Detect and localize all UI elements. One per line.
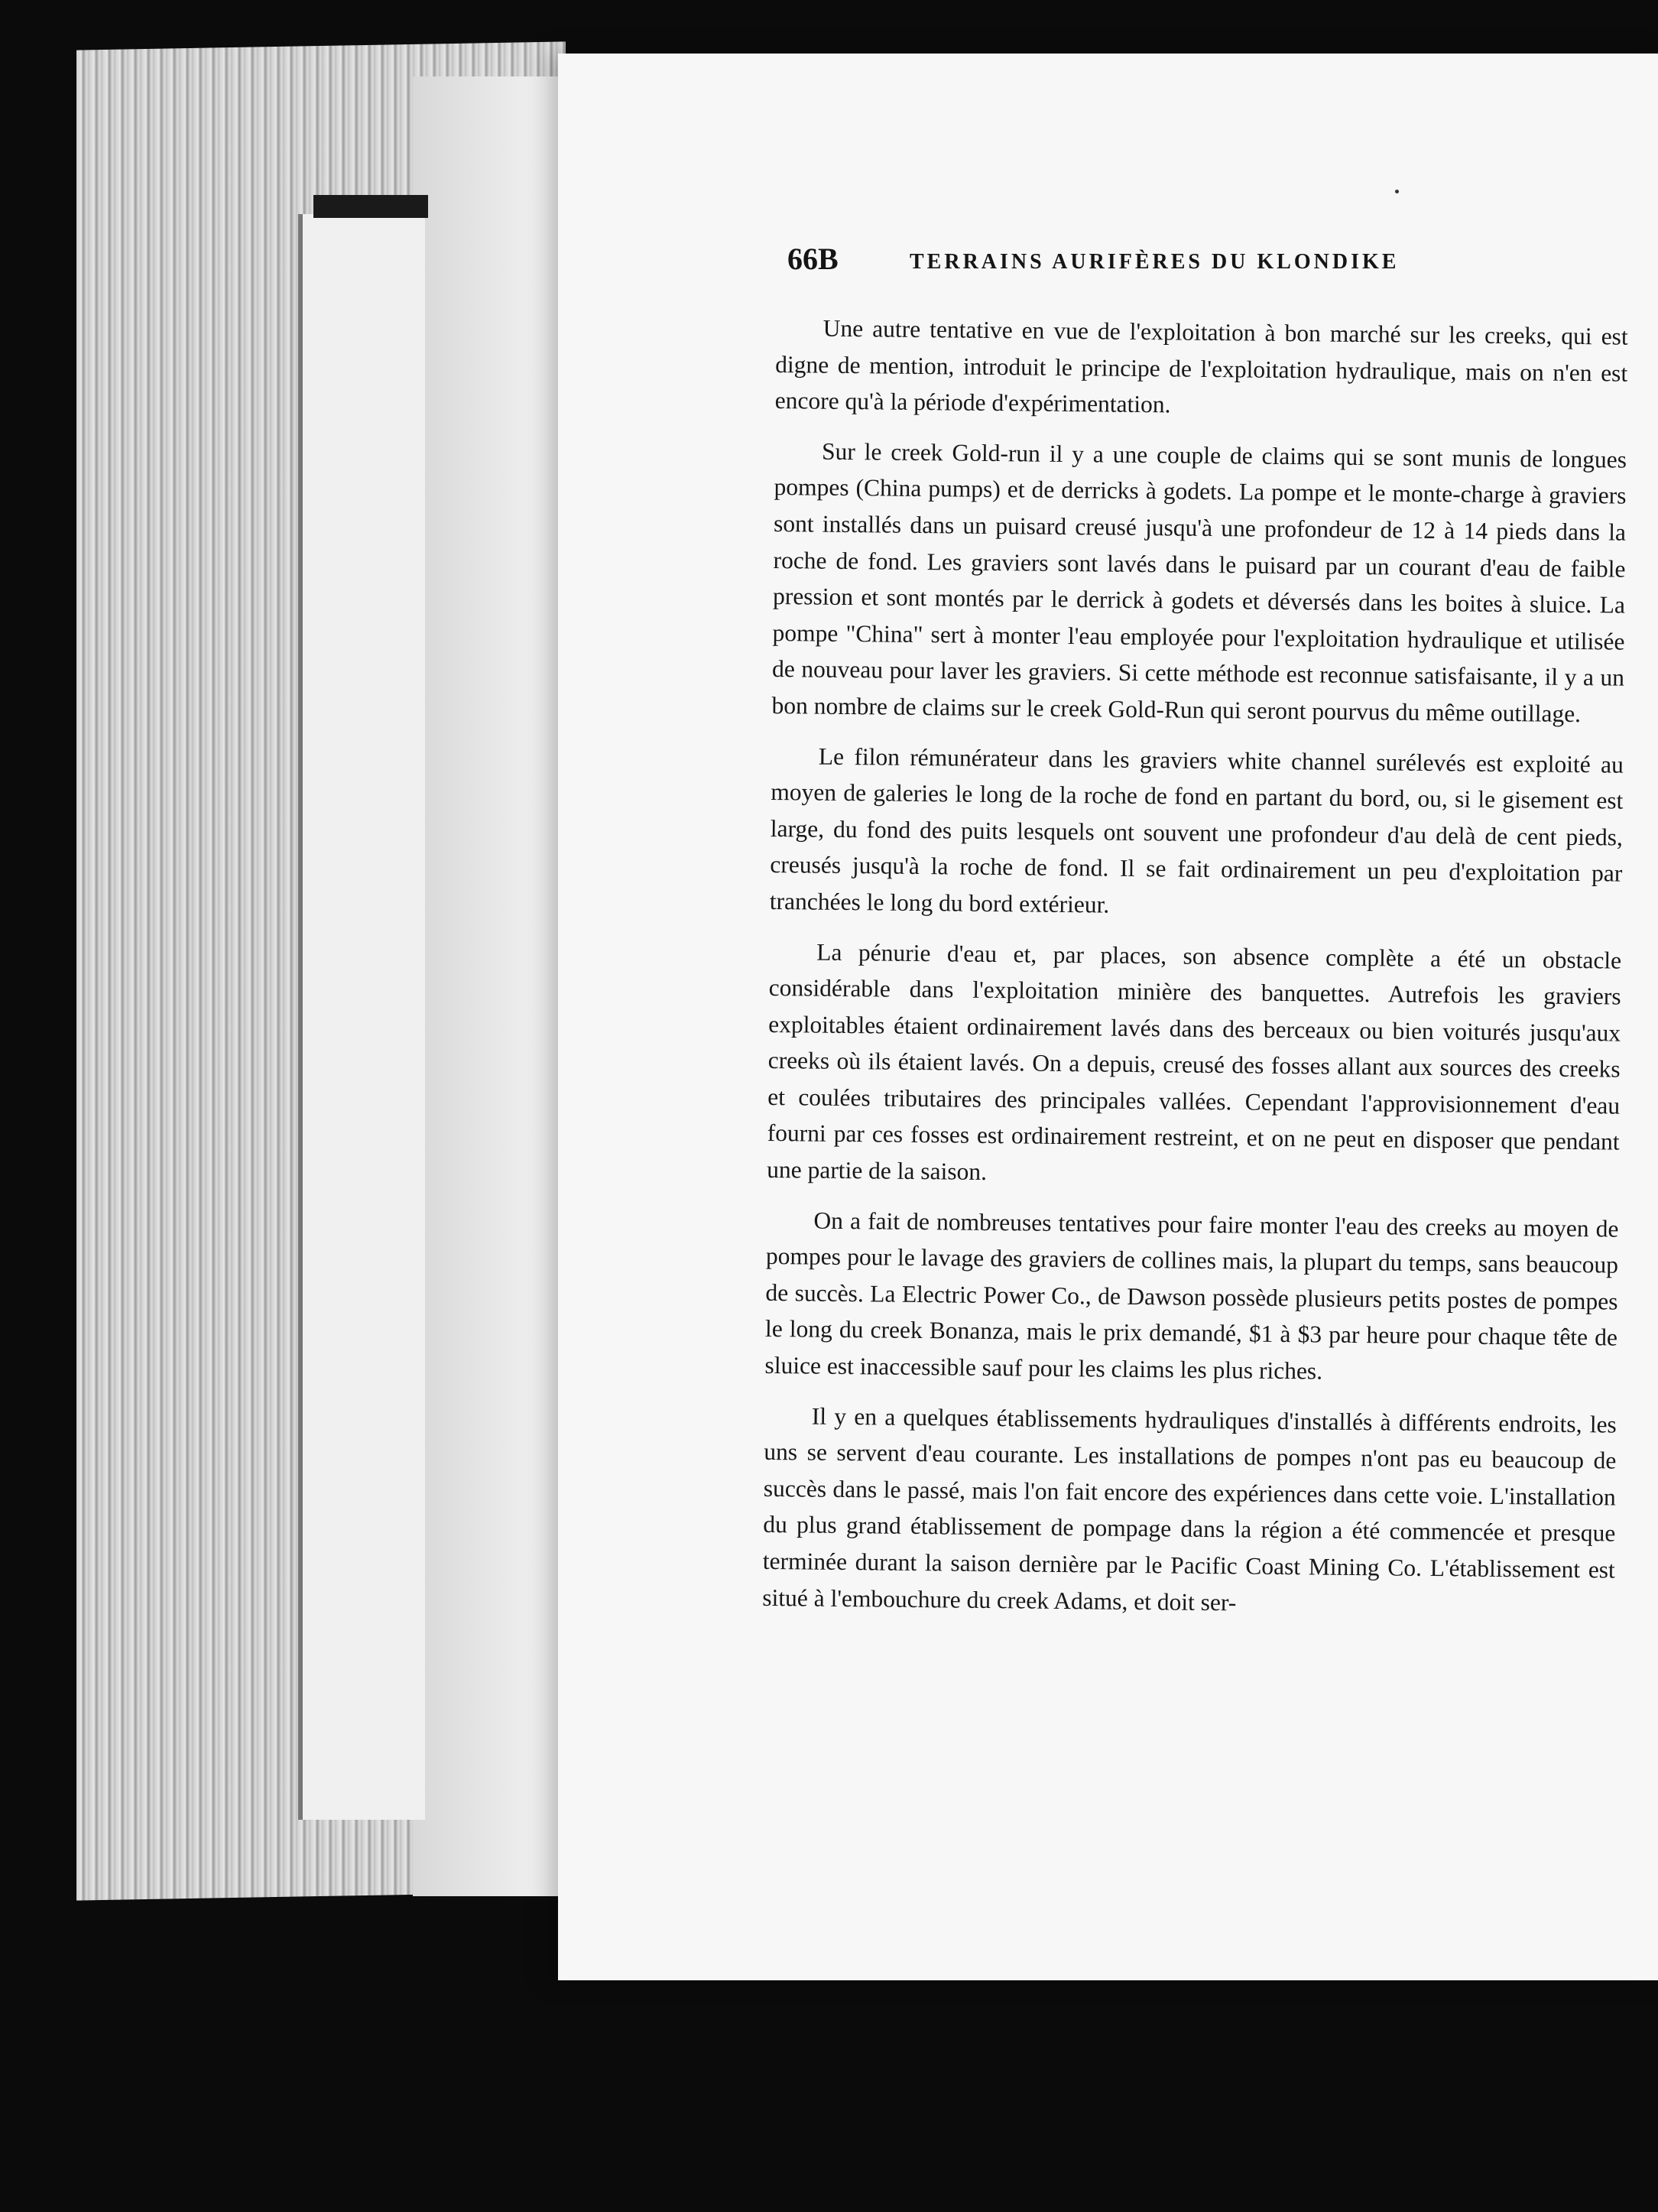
page-edge-marker <box>313 195 428 218</box>
paragraph-5: On a fait de nombreuses tentatives pour faire monter l'eau des creeks au moyen de pompes pour le lavage des graviers de collines mais, la plupart du temps, sans beaucoup de succès. La Electric Power Co., de Dawson possède plusieurs petits postes de pompes le long du creek Bonanza, mais le prix demandé, $1 à $3 par heure pour chaque tête de sluice est inaccessible sauf pour les claims les plus riches. <box>764 1207 1619 1385</box>
paragraph-4: La pénurie d'eau et, par places, son absence complète a été un obstacle considérable dans l'exploitation minière des banquettes. Autrefois les graviers exploitables étaient ordinairement lavés dans des berceaux ou bien voiturés jusqu'aux creeks où ils étaient lavés. On a depuis, creusé des fosses allant aux sources des creeks et coulées tributaires des principales vallées. Cependant l'approvisionnement d'eau fourni par ces fosses est ordinairement restreint, et on ne peut en disposer que pendant une partie de la saison. <box>767 938 1622 1186</box>
body-text <box>762 310 1628 1639</box>
paragraph-6: Il y en a quelques établissements hydrauliques d'installés à différents endroits, les uns se servent d'eau courante. Les installations de pompes n'ont pas eu beaucoup de succès dans le passé, mais l'on fait encore des expériences dans cette voie. L'installation du plus grand établissement de pompage dans la région a été commencée et presque terminée durant la saison dernière par le Pacific Coast Mining Co. L'établissement est situé à l'embouchure du creek Adams, et doit ser- <box>762 1402 1617 1616</box>
paragraph-3: Le filon rémunérateur dans les graviers white channel surélevés est exploité au moyen de galeries le long de la roche de fond en partant du bord, ou, si le gisement est large, du fond des puits lesquels ont souvent une profondeur d'au delà de cent pieds, creusés jusqu'à la roche de fond. Il se fait ordinairement un peu d'exploitation par tranchées le long du bord extérieur. <box>769 742 1624 918</box>
page-header <box>787 241 1628 287</box>
running-title: TERRAINS AURIFÈRES DU KLONDIKE <box>910 250 1400 274</box>
page-number: 66B <box>787 242 839 276</box>
page-gutter-shadow <box>413 76 566 1896</box>
inner-page-edge <box>298 214 425 1820</box>
print-speck <box>1395 190 1399 193</box>
printed-page <box>558 54 1658 1980</box>
paragraph-1: Une autre tentative en vue de l'exploitation à bon marché sur les creeks, qui est digne de mention, introduit le principe de l'exploitation hydraulique, mais on n'en est encore qu'à la période d'expérimentation. <box>774 314 1628 418</box>
paragraph-2: Sur le creek Gold-run il y a une couple de claims qui se sont munis de longues pompes (China pumps) et de derricks à godets. La pompe et le monte-charge à graviers sont installés dans un puisard creusé jusqu'à une profondeur de 12 à 14 pieds dans la roche de fond. Les graviers sont lavés dans le puisard par un courant d'eau de faible pression et sont montés par le derrick à godets et déversés dans les boites à sluice. La pompe "China" sert à monter l'eau employée pour l'exploitation hydraulique et utilisée de nouveau pour laver les graviers. Si cette méthode est reconnue satisfaisante, il y a un bon nombre de claims sur le creek Gold-Run qui seront pourvus du même outillage. <box>771 437 1627 727</box>
